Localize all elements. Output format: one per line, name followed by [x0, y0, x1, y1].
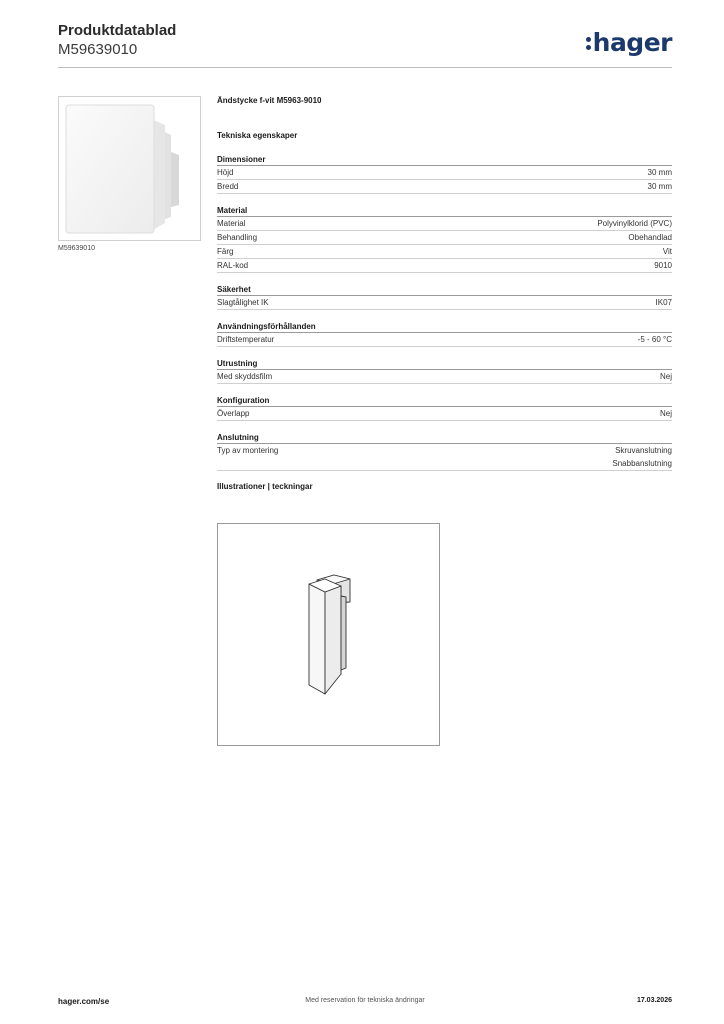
- property-row: [217, 245, 672, 259]
- property-value-line: -5 - 60 °C: [637, 335, 672, 344]
- property-section: [217, 205, 672, 273]
- property-value: [638, 333, 672, 346]
- document-product-code: M59639010: [58, 41, 138, 58]
- property-label: RAL-kod: [217, 261, 249, 270]
- property-row: [217, 444, 672, 471]
- footer-date: 17.03.2026: [636, 997, 672, 1004]
- property-value-line: Vit: [662, 247, 672, 256]
- property-label: Höjd: [217, 168, 234, 177]
- section-title: Användningsförhållanden: [217, 321, 672, 333]
- property-value-line: 30 mm: [647, 168, 672, 177]
- property-section: [217, 432, 672, 471]
- property-section: [217, 358, 672, 384]
- property-label: Färg: [217, 247, 234, 256]
- property-row: [217, 259, 672, 273]
- footer-website-link[interactable]: hager.com/se: [58, 997, 110, 1006]
- property-section: [217, 395, 672, 421]
- photo-caption: M59639010: [58, 245, 95, 252]
- property-row: [217, 231, 672, 245]
- logo-colon-icon: [585, 34, 592, 52]
- property-value: [648, 166, 672, 179]
- property-value-line: IK07: [655, 298, 672, 307]
- property-value-line: Nej: [659, 409, 672, 418]
- property-value-line: 30 mm: [647, 182, 672, 191]
- property-section: [217, 321, 672, 347]
- property-label: Med skyddsfilm: [217, 372, 273, 381]
- footer-disclaimer: Med reservation för tekniska ändringar: [305, 997, 425, 1004]
- property-value: [660, 407, 672, 420]
- property-value-line: Snabbanslutning: [612, 459, 672, 468]
- property-value: [654, 259, 672, 272]
- section-title: Säkerhet: [217, 284, 672, 296]
- property-section: [217, 284, 672, 310]
- end-cap-photo-image: [59, 97, 200, 240]
- property-value: [660, 370, 672, 383]
- property-row: [217, 180, 672, 194]
- property-label: Överlapp: [217, 409, 250, 418]
- properties-sections: [217, 154, 672, 471]
- property-row: [217, 296, 672, 310]
- property-value: [628, 231, 672, 244]
- illustration-box: [217, 523, 440, 746]
- property-value-line: Obehandlad: [628, 233, 672, 242]
- property-value: [648, 180, 672, 193]
- property-section: [217, 154, 672, 194]
- property-row: [217, 370, 672, 384]
- property-value: [656, 296, 672, 309]
- property-row: [217, 333, 672, 347]
- technical-properties-title: Tekniska egenskaper: [217, 131, 298, 140]
- illustrations-title: Illustrationer | teckningar: [217, 482, 313, 491]
- document-title: Produktdatablad: [58, 22, 177, 39]
- property-row: [217, 407, 672, 421]
- property-row: [217, 217, 672, 231]
- property-label: Slagtålighet IK: [217, 298, 269, 307]
- end-cap-drawing: [218, 524, 439, 745]
- property-value: [663, 245, 672, 258]
- property-label: Driftstemperatur: [217, 335, 275, 344]
- property-value: [612, 444, 672, 470]
- property-row: [217, 166, 672, 180]
- property-value-line: Polyvinylklorid (PVC): [597, 219, 672, 228]
- property-label: Bredd: [217, 182, 239, 191]
- property-value-line: Skruvanslutning: [615, 446, 672, 455]
- section-title: Material: [217, 205, 672, 217]
- property-value-line: Nej: [659, 372, 672, 381]
- property-label: Material: [217, 219, 246, 228]
- hager-logo: [585, 28, 672, 57]
- technical-content: [217, 96, 672, 491]
- section-title: Utrustning: [217, 358, 672, 370]
- page-footer: [58, 997, 672, 1011]
- property-label: Behandling: [217, 233, 258, 242]
- product-photo: [58, 96, 201, 241]
- section-title: Konfiguration: [217, 395, 672, 407]
- property-value-line: 9010: [654, 261, 672, 270]
- page-header: [58, 22, 672, 68]
- section-title: Anslutning: [217, 432, 672, 444]
- product-name: Ändstycke f-vit M5963-9010: [217, 96, 322, 105]
- property-label: Typ av montering: [217, 446, 279, 455]
- section-title: Dimensioner: [217, 154, 672, 166]
- logo-text: hager: [592, 28, 672, 57]
- property-value: [597, 217, 672, 230]
